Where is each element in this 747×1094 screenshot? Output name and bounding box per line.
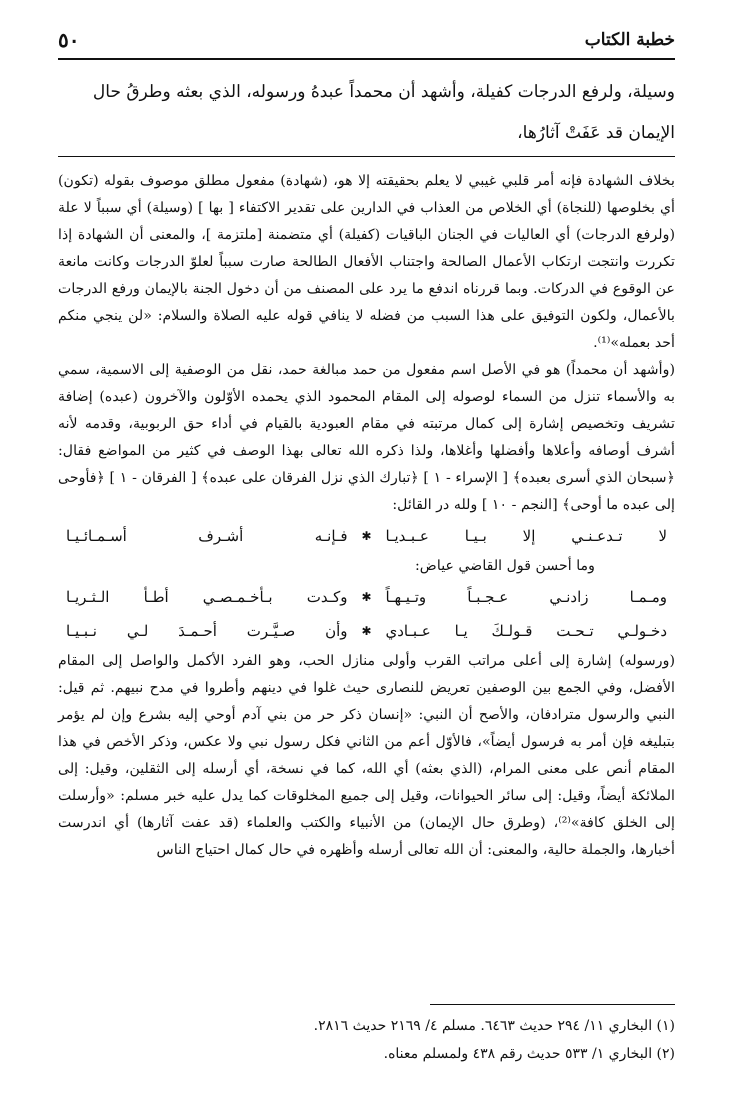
- footnotes: [58, 1012, 675, 1068]
- verse-1-first-hemistich: لا تـدعـنـي إلا بـيـا عـبـديـا: [385, 526, 667, 545]
- page-number: ٥٠: [58, 28, 80, 52]
- asterisk-icon: ✱: [361, 623, 372, 638]
- commentary-paragraph-1: بخلاف الشهادة فإنه أمر قلبي غيبي لا يعلم بحقيقته إلا هو، (شهادة) مفعول مطلق موصوف بقوله (تكون) أي بخلوصها (للنجاة) أي الخلاص من العذاب في الدارين على تقدير الاكتفاء [ بها ] (وسيلة) أي سبباً لا علة (ولرفع الدرجات) أي العاليات في الجنان الباقيات (كفيلة) أي متضمنة [ملتزمة ]، والمعنى أن الشهادة إذا تكررت وانتجت ارتكاب الأعمال الصالحة واجتناب الأفعال الطالحة صارت سبباً لعلوّ الدرجات وكانت مانعة عن الوقوع في الدركات. وبما قررناه اندفع ما يرد على المصنف من أن دخول الجنة بالإيمان ورفع الدرجات بالأعمال، ولكون التوفيق على هذا السبب من فضله لا ينافي قوله عليه الصلاة والسلام: «لن ينجي منكم أحد بعمله»⁽¹⁾.: [58, 173, 675, 351]
- asterisk-icon: ✱: [361, 528, 372, 543]
- poem-verse-1: [58, 519, 675, 553]
- commentary-paragraph-2: (وأشهد أن محمداً) هو في الأصل اسم مفعول من حمد مبالغة حمد، نقل من الوصفية إلى الاسمية، سمي به والأسماء تنزل من السماء لوصوله إلى المقام المحمود الذي يحمده الأوّلون والآخرون (عبده) إضافة تشريف وتخصيص إشارة إلى كمال مرتبته في مقام العبودية بالقيام في أداء حق الربوبية، وقدمه لأنه أشرف أوصافه وأعلاها وأفضلها وأغلاها، ولذا ذكره الله تعالى بهذا الوصف في كثير من المواضع فقال: ﴿سبحان الذي أسرى بعبده﴾ [ الإسراء - ١ ] ﴿تبارك الذي نزل الفرقان على عبده﴾ [ الفرقان - ١ ] ﴿فأوحى إلى عبده ما أوحى﴾ [النجم - ١٠ ] ولله در القائل:: [58, 362, 675, 513]
- verse-2-second-hemistich: وكـدت بـأخـمـصـي أطـأ الـثـريـا: [66, 587, 348, 606]
- asterisk-icon: ✱: [361, 589, 372, 604]
- main-text: [58, 72, 675, 154]
- footnote-separator: [430, 1004, 675, 1005]
- main-text-line-2: الإيمان قد عَفَتْ آثارُها،: [517, 123, 675, 143]
- commentary-paragraph-3: (ورسوله) إشارة إلى أعلى مراتب القرب وأولى منازل الحب، وهو الفرد الأكمل والواصل إلى المقام الأفضل، وفي الجمع بين الوصفين تعريض للنصارى حيث غلوا في دينهم وأطروا في مدح نبيهم. ثم قيل: النبي والرسول مترادفان، والأصح أن النبي: «إنسان ذكر حر من بني آدم أوحي إليه بشرع وإن لم يؤمر بتبليغه فإن أمر به فرسول أيضاً»، فالأوّل أعم من الثاني فكل رسول نبي ولا عكس، وذكر الأخص في هذا المقام أنص على معنى المرام، (الذي بعثه) أي الله، كما في نسخة، أي أرسله إلى الثقلين، وقيل: إلى الملائكة أيضاً، وقيل: إلى سائر الحيوانات، وقيل إلى جميع المخلوقات كما يدل عليه خبر مسلم: «وأرسلت إلى الخلق كافة»⁽²⁾، (وطرق حال الإيمان) من الأنبياء والكتب والعلماء (قد عفت آثارها) أي اندرست أخبارها، والجملة حالية، والمعنى: أن الله تعالى أرسله وأظهره في حال كمال احتياج الناس: [58, 653, 675, 858]
- verse-2-first-hemistich: ومـمـا زادنـي عـجـبـاً وتـيـهـاً: [385, 587, 667, 606]
- commentary: [58, 168, 675, 864]
- page-header: [58, 24, 675, 60]
- verse-1-second-hemistich: فـإنـه أشـرف أسـمـائـيـا: [66, 526, 348, 545]
- main-text-line-1: وسيلة، ولرفع الدرجات كفيلة، وأشهد أن محمداً عبدهُ ورسوله، الذي بعثه وطرقُ حال: [92, 82, 675, 102]
- footnote-2: (٢) البخاري ١/ ٥٣٣ حديث رقم ٤٣٨ ولمسلم معناه.: [383, 1046, 675, 1062]
- poem-verse-2: [58, 580, 675, 614]
- text-separator: [58, 156, 675, 157]
- poem-intro: وما أحسن قول القاضي عياض:: [414, 558, 595, 574]
- chapter-title: خطبة الكتاب: [584, 30, 675, 50]
- poem-verse-3: [58, 614, 675, 648]
- footnote-1: (١) البخاري ١١/ ٢٩٤ حديث ٦٤٦٣. مسلم ٤/ ٢١٦٩ حديث ٢٨١٦.: [313, 1018, 675, 1034]
- verse-3-second-hemistich: وأن صـيَّـرت أحـمـدَ لـي نـبـيـا: [66, 621, 348, 640]
- verse-3-first-hemistich: دخـولـي تـحـت قـولـكَ يـا عـبـادي: [385, 621, 667, 640]
